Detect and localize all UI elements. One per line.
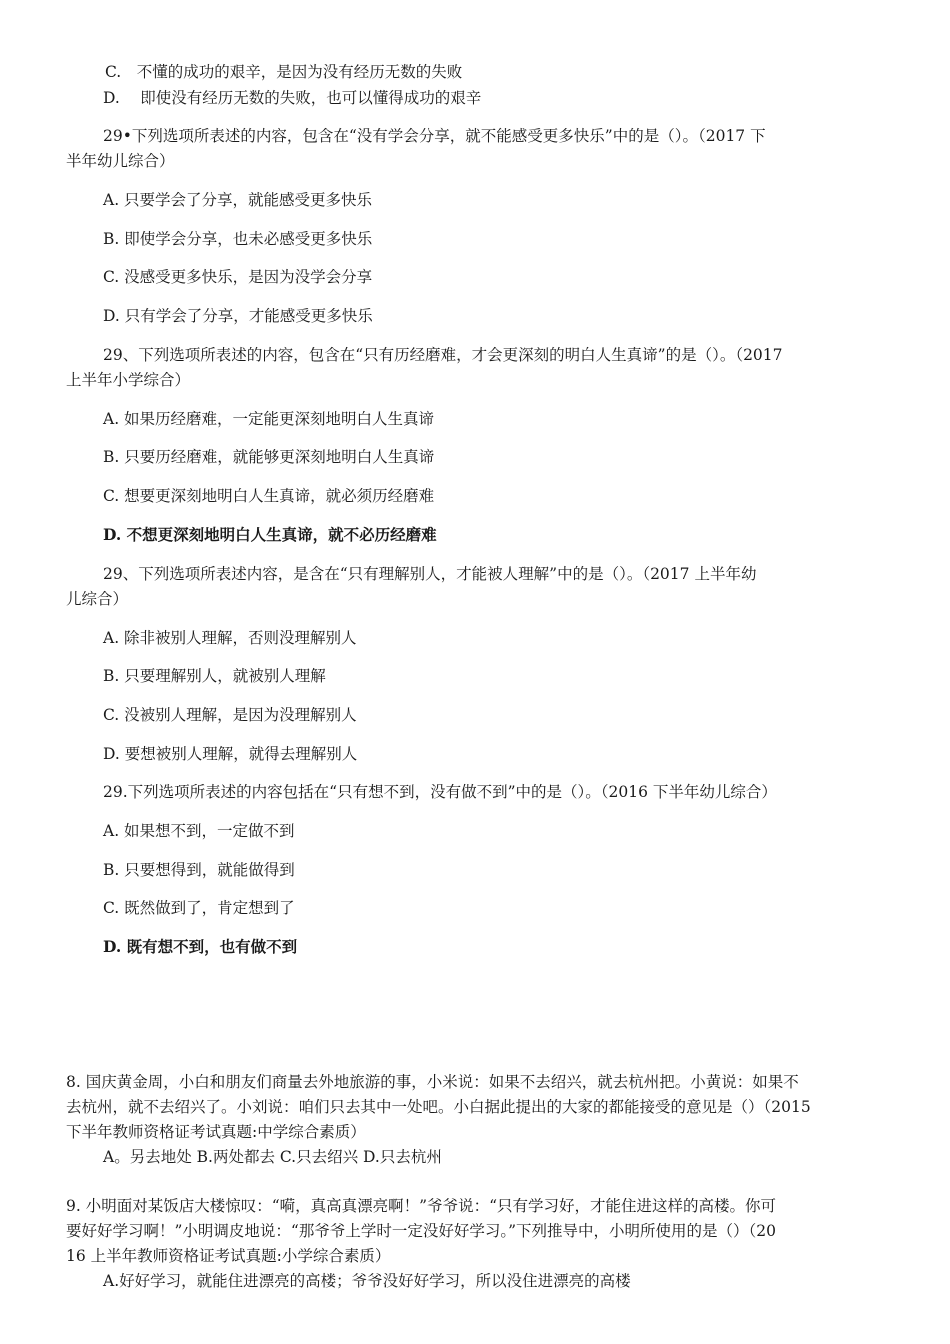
q2-option-b: B. 只要历经磨难，就能够更深刻地明白人生真谛 bbox=[103, 448, 435, 466]
q4-option-d: D. 既有想不到，也有做不到 bbox=[103, 937, 298, 956]
q4-option-c: C. 既然做到了，肯定想到了 bbox=[103, 899, 295, 917]
q2-stem-line1: 29、下列选项所表述的内容，包含在“只有历经磨难，才会更深刻的明白人生真谛”的是（）。（2017 bbox=[103, 346, 783, 364]
q9-stem-line3: 16 上半年教师资格证考试真题:小学综合素质） bbox=[66, 1247, 391, 1265]
q3-option-a: A. 除非被别人理解，否则没理解别人 bbox=[103, 629, 357, 647]
q1-stem-line2: 半年幼儿综合） bbox=[66, 152, 175, 170]
prev-option-d: D. 即使没有经历无数的失败，也可以懂得成功的艰辛 bbox=[103, 89, 482, 107]
q1-option-a: A. 只要学会了分享，就能感受更多快乐 bbox=[103, 191, 373, 209]
q4-option-a: A. 如果想不到，一定做不到 bbox=[103, 822, 295, 840]
q1-option-c: C. 没感受更多快乐，是因为没学会分享 bbox=[103, 268, 373, 286]
q3-option-d: D. 要想被别人理解，就得去理解别人 bbox=[103, 745, 358, 763]
q1-option-b: B. 即使学会分享，也未必感受更多快乐 bbox=[103, 230, 373, 248]
q9-stem-line1: 9. 小明面对某饭店大楼惊叹：“嗬，真高真漂亮啊！”爷爷说：“只有学习好，才能住进这样的高楼。你可 bbox=[66, 1197, 776, 1215]
q4-option-b: B. 只要想得到，就能做得到 bbox=[103, 861, 295, 879]
q2-stem-line2: 上半年小学综合） bbox=[66, 371, 191, 389]
q3-option-b: B. 只要理解别人，就被别人理解 bbox=[103, 667, 326, 685]
q2-option-a: A. 如果历经磨难，一定能更深刻地明白人生真谛 bbox=[103, 410, 435, 428]
prev-option-c: C. 不懂的成功的艰辛，是因为没有经历无数的失败 bbox=[105, 63, 463, 81]
q8-stem-line2: 去杭州，就不去绍兴了。小刘说：咱们只去其中一处吧。小白据此提出的大家的都能接受的意见是（）（2015 bbox=[66, 1098, 811, 1116]
q1-stem-line1: 29•下列选项所表述的内容，包含在“没有学会分享，就不能感受更多快乐”中的是（）。（2017 下 bbox=[103, 127, 766, 145]
q3-option-c: C. 没被别人理解，是因为没理解别人 bbox=[103, 706, 357, 724]
q9-stem-line2: 要好好学习啊！”小明调皮地说：“那爷爷上学时一定没好好学习。”下列推导中，小明所使用的是（）（20 bbox=[66, 1222, 776, 1240]
q2-option-c: C. 想要更深刻地明白人生真谛，就必须历经磨难 bbox=[103, 487, 435, 505]
q1-option-d: D. 只有学会了分享，才能感受更多快乐 bbox=[103, 307, 373, 325]
q9-option-a: A.好好学习，就能住进漂亮的高楼；爷爷没好好学习，所以没住进漂亮的高楼 bbox=[103, 1272, 631, 1290]
q4-stem-line1: 29.下列选项所表述的内容包括在“只有想不到，没有做不到”中的是（）。（2016 下半年幼儿综合） bbox=[103, 783, 777, 801]
q3-stem-line1: 29、下列选项所表述内容，是含在“只有理解别人，才能被人理解”中的是（）。（2017 上半年幼 bbox=[103, 565, 757, 583]
q8-stem-line3: 下半年教师资格证考试真题:中学综合素质） bbox=[66, 1123, 366, 1141]
q8-options: A。另去地处 B.两处都去 C.只去绍兴 D.只去杭州 bbox=[103, 1148, 442, 1166]
q3-stem-line2: 儿综合） bbox=[66, 590, 129, 608]
q8-stem-line1: 8. 国庆黄金周，小白和朋友们商量去外地旅游的事，小米说：如果不去绍兴，就去杭州把。小黄说：如果不 bbox=[66, 1073, 799, 1091]
q2-option-d: D. 不想更深刻地明白人生真谛，就不必历经磨难 bbox=[103, 525, 437, 544]
